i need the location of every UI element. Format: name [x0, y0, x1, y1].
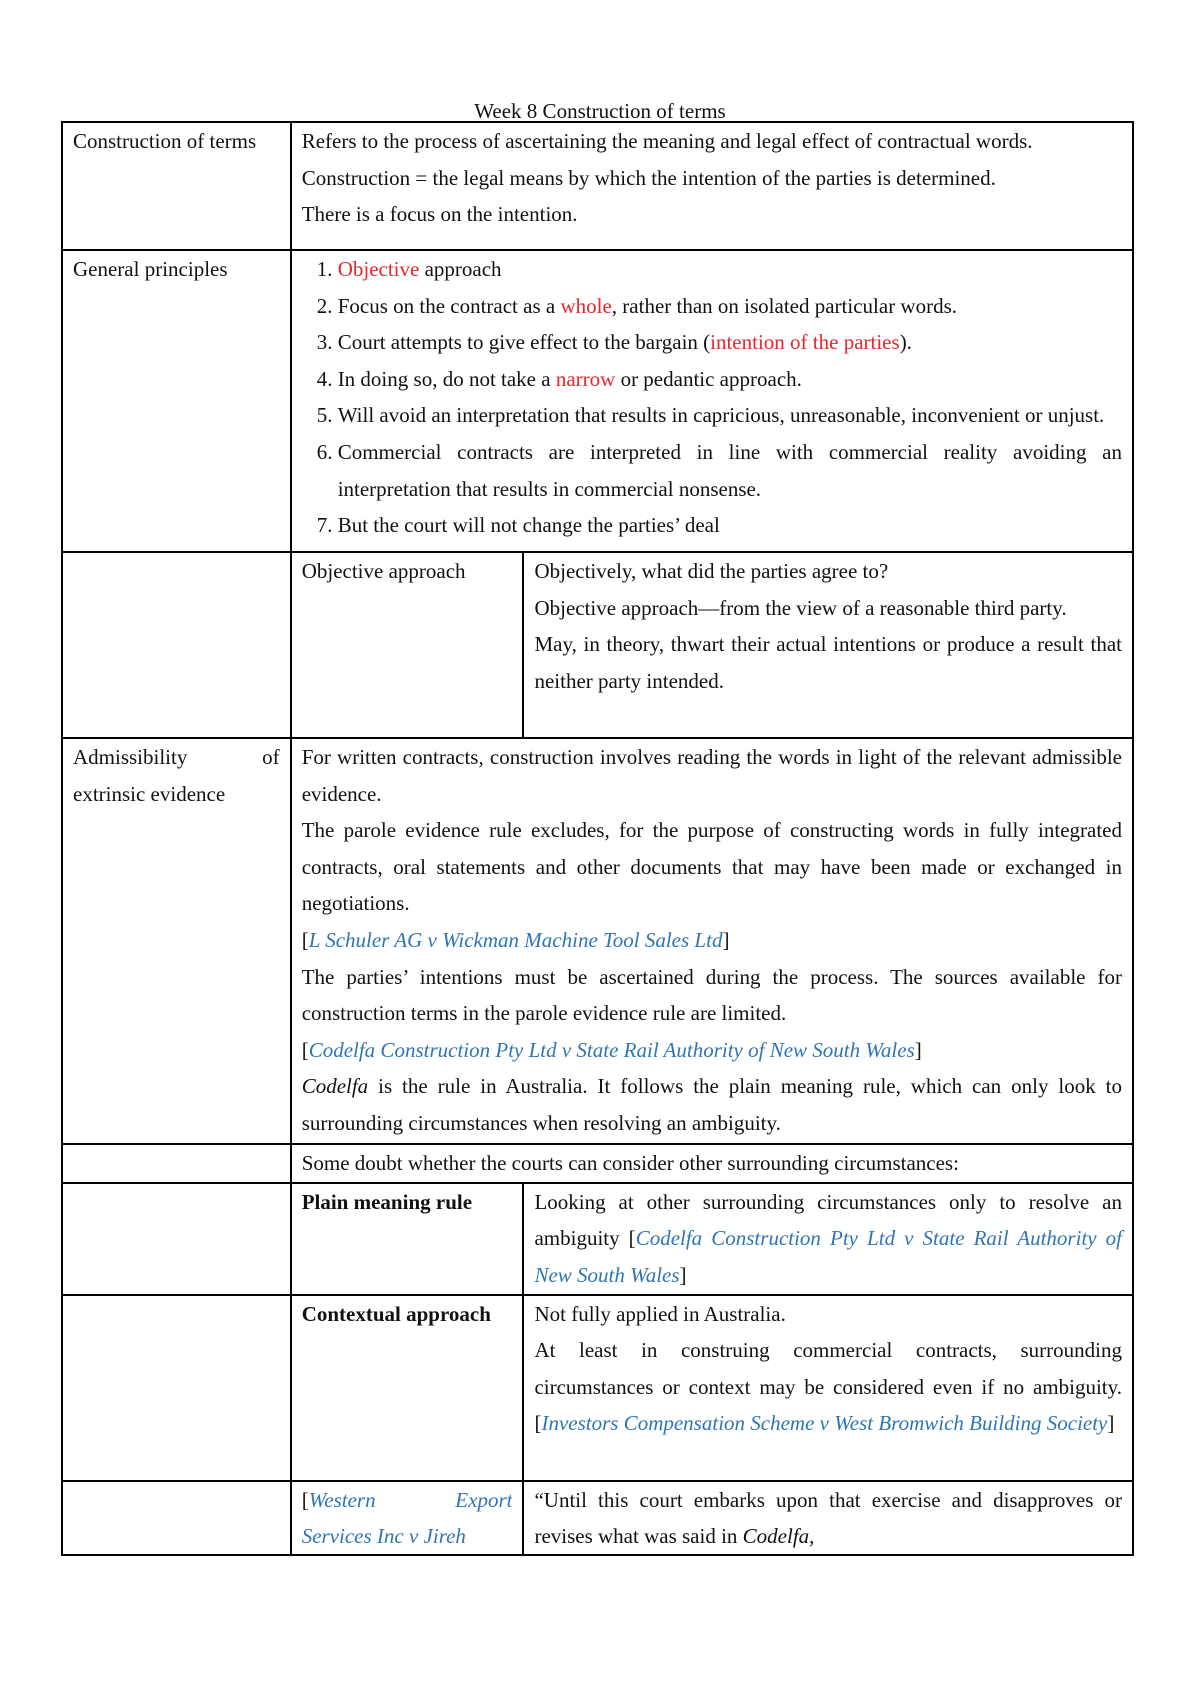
row-label: Construction of terms — [62, 122, 291, 250]
empty-cell — [62, 1144, 291, 1183]
cell-text: Not fully applied in Australia. — [534, 1301, 786, 1326]
case-short-name: Codelfa — [742, 1524, 810, 1549]
list-item — [338, 251, 1122, 288]
sub-label: Plain meaning rule — [291, 1183, 524, 1295]
bracket: [ — [301, 1037, 309, 1062]
table-row — [62, 1295, 1133, 1481]
item-text: or pedantic approach. — [615, 366, 802, 391]
table-row — [62, 1183, 1133, 1295]
definition-text: Construction = the legal means by which the intention of the parties is determined. — [301, 165, 996, 190]
objective-cell — [523, 552, 1133, 738]
empty-cell — [62, 1295, 291, 1481]
empty-cell — [62, 1481, 291, 1555]
case-cell — [291, 1481, 524, 1555]
notes-table — [61, 121, 1134, 1556]
sub-label: Contextual approach — [291, 1295, 524, 1481]
list-item: 6. Commercial contracts are interpreted in line with commercial reality avoiding an interpretation that results in commercial nonsense. — [338, 434, 1122, 507]
table-row — [62, 1144, 1133, 1183]
bracket: ] — [722, 927, 730, 952]
case-short-name: Codelfa — [301, 1074, 369, 1099]
empty-cell — [62, 1183, 291, 1295]
doubt-cell: Some doubt whether the courts can consider other surrounding circumstances: — [291, 1144, 1133, 1183]
list-item — [338, 324, 1122, 361]
table-row — [62, 1481, 1133, 1555]
list-item — [338, 361, 1122, 398]
plain-meaning-cell — [523, 1183, 1133, 1295]
extrinsic-cell — [291, 738, 1133, 1144]
case-name: Investors Compensation Scheme v West Bromwich Building Society — [541, 1411, 1108, 1436]
bracket: [ — [301, 927, 309, 952]
cell-text: Looking at other surrounding circumstances only to resolve an ambiguity [ — [534, 1189, 1122, 1251]
cell-text: May, in theory, thwart their actual intentions or produce a result that neither party intended. — [534, 632, 1122, 693]
highlight-text: Objective — [337, 257, 420, 281]
cell-text: Objective approach—from the view of a reasonable third party. — [534, 595, 1067, 620]
cell-text: The parole evidence rule excludes, for the purpose of constructing words in fully integrated contracts, oral statements and other documents that may have been made or exchanged in negotiations. — [301, 818, 1122, 916]
case-name: Codelfa Construction Pty Ltd v State Rail Authority of New South Wales — [534, 1226, 1122, 1287]
cell-text: For written contracts, construction involves reading the words in light of the relevant admissible evidence. — [301, 745, 1122, 806]
quote-text: , — [809, 1524, 815, 1549]
highlight-text: whole — [560, 293, 612, 318]
contextual-cell — [523, 1295, 1133, 1481]
item-text: , rather than on isolated particular words. — [611, 293, 958, 318]
table-row — [62, 122, 1133, 250]
definition-text: Refers to the process of ascertaining the meaning and legal effect of contractual words. — [301, 129, 1033, 153]
case-citation — [302, 1032, 1122, 1069]
page-title: Week 8 Construction of terms — [474, 99, 726, 123]
sub-label: Objective approach — [291, 552, 524, 738]
table-row — [62, 738, 1133, 1144]
bracket: ] — [679, 1262, 687, 1287]
item-text: ). — [899, 330, 912, 355]
list-item: 5. Will avoid an interpretation that results in capricious, unreasonable, inconvenient or unjust. — [338, 397, 1122, 434]
definition-text: There is a focus on the intention. — [301, 202, 578, 227]
bracket: ] — [1107, 1411, 1115, 1436]
case-name: L Schuler AG v Wickman Machine Tool Sales Ltd — [308, 927, 723, 952]
table-row — [62, 552, 1133, 738]
cell-text-rest: is the rule in Australia. It follows the plain meaning rule, which can only look to surrounding circumstances when resolving an ambiguity. — [301, 1074, 1122, 1135]
cell-text — [534, 1332, 1122, 1442]
row-label: General principles — [62, 250, 291, 552]
cell-text-part: At least in construing commercial contracts, surrounding circumstances or context may be considered even if no ambiguity. [ — [534, 1338, 1122, 1436]
table-row — [62, 250, 1133, 552]
list-item: 7. But the court will not change the parties’ deal — [338, 507, 1122, 544]
bracket: ] — [914, 1037, 922, 1062]
case-name: Western Export Services Inc v Jireh — [301, 1487, 513, 1549]
definition-cell — [291, 122, 1133, 250]
highlight-text: intention of the parties — [710, 330, 900, 355]
item-text: Focus on the contract as a — [337, 293, 561, 318]
bracket: [ — [301, 1487, 309, 1512]
principles-cell — [291, 250, 1133, 552]
item-text: approach — [419, 257, 502, 281]
case-name: Codelfa Construction Pty Ltd v State Rail Authority of New South Wales — [308, 1037, 915, 1062]
cell-text — [302, 1068, 1122, 1141]
quote-text: “Until this court embarks upon that exercise and disapproves or revises what was said in — [534, 1487, 1122, 1549]
principles-list — [302, 251, 1122, 544]
case-citation — [302, 922, 1122, 959]
list-item — [338, 288, 1122, 325]
item-text: Court attempts to give effect to the bargain ( — [337, 330, 711, 355]
row-label: Admissibility of extrinsic evidence — [62, 738, 291, 1144]
highlight-text: narrow — [555, 366, 616, 391]
cell-text: The parties’ intentions must be ascertained during the process. The sources available for construction terms in the parole evidence rule are limited. — [301, 964, 1122, 1026]
cell-text: Objectively, what did the parties agree to? — [534, 559, 889, 583]
item-text: In doing so, do not take a — [337, 366, 556, 391]
empty-cell — [62, 552, 291, 738]
quote-cell — [523, 1481, 1133, 1555]
